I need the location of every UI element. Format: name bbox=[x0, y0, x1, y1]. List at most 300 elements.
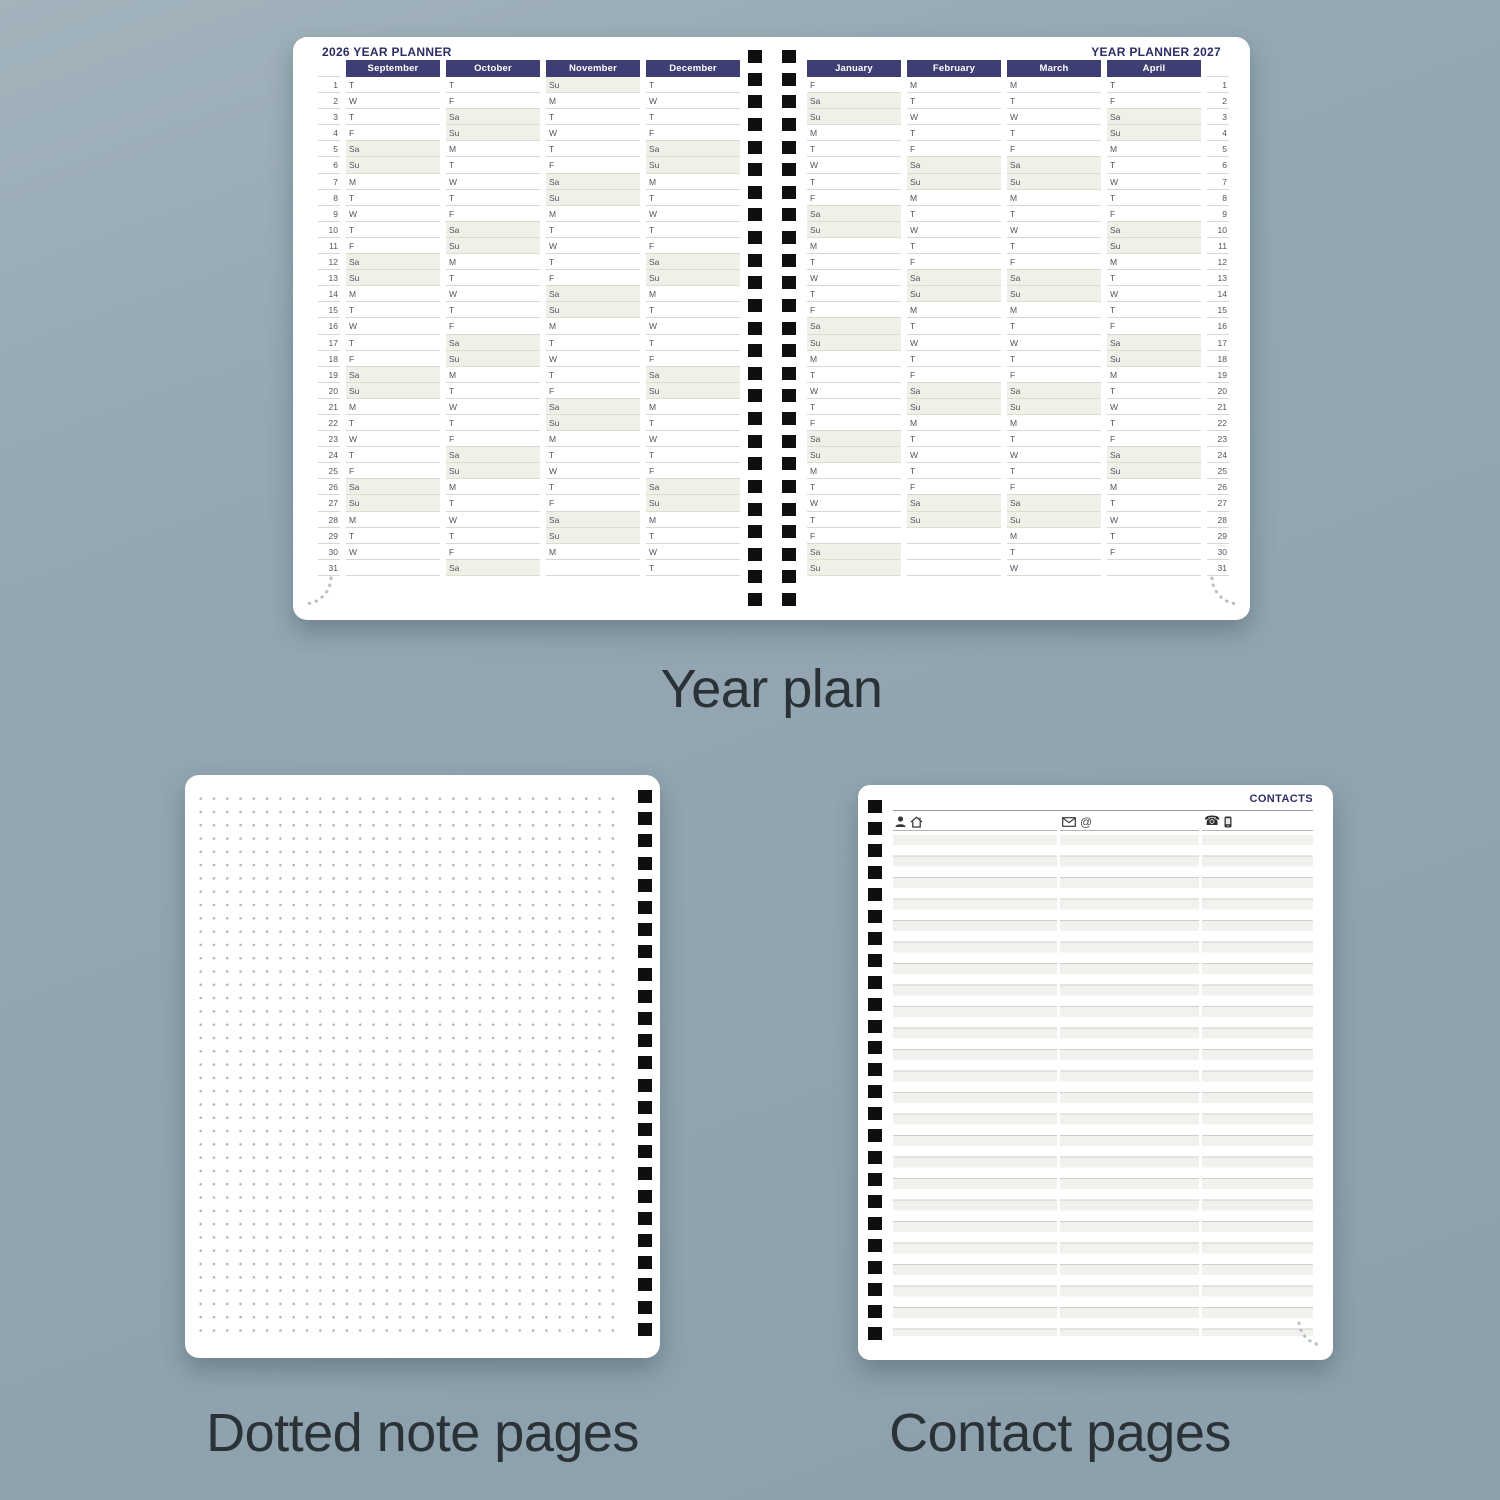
spiral-square bbox=[748, 50, 762, 63]
spiral-binding-column bbox=[868, 800, 882, 1340]
day-cell: T bbox=[1007, 544, 1101, 560]
day-cell: T bbox=[546, 141, 640, 157]
spiral-square bbox=[748, 322, 762, 335]
spiral-square bbox=[868, 954, 882, 967]
day-cell: Sa bbox=[646, 367, 740, 383]
day-cell: Su bbox=[446, 463, 540, 479]
day-cell: F bbox=[1007, 479, 1101, 495]
spiral-square bbox=[748, 525, 762, 538]
day-cell: Su bbox=[1107, 351, 1201, 367]
day-cell: T bbox=[1007, 318, 1101, 334]
day-cell: W bbox=[546, 351, 640, 367]
day-cell: Su bbox=[1107, 238, 1201, 254]
spiral-square bbox=[868, 1261, 882, 1274]
day-cell bbox=[907, 560, 1001, 576]
day-cell: F bbox=[546, 495, 640, 511]
day-cell: Sa bbox=[646, 479, 740, 495]
day-cell: F bbox=[446, 431, 540, 447]
day-cell: M bbox=[1007, 302, 1101, 318]
day-number: 6 bbox=[318, 157, 340, 173]
spiral-square bbox=[868, 888, 882, 901]
day-cell: W bbox=[1107, 286, 1201, 302]
day-cell: Su bbox=[346, 270, 440, 286]
spiral-square bbox=[782, 322, 796, 335]
contacts-email-column bbox=[1060, 835, 1199, 1336]
day-cell: M bbox=[1107, 254, 1201, 270]
day-cell: M bbox=[1107, 141, 1201, 157]
spiral-square bbox=[748, 548, 762, 561]
day-cell: T bbox=[907, 351, 1001, 367]
spiral-square bbox=[748, 435, 762, 448]
day-cell: Sa bbox=[346, 479, 440, 495]
day-cell: Su bbox=[907, 286, 1001, 302]
name-address-column-header bbox=[893, 813, 1057, 831]
contacts-name-column bbox=[893, 835, 1057, 1336]
spiral-square bbox=[748, 480, 762, 493]
spiral-square bbox=[638, 1034, 652, 1047]
day-cell: T bbox=[446, 415, 540, 431]
day-cell: W bbox=[807, 383, 901, 399]
day-cell: Su bbox=[1007, 286, 1101, 302]
day-cell: M bbox=[807, 351, 901, 367]
day-cell bbox=[907, 544, 1001, 560]
day-cell: F bbox=[807, 302, 901, 318]
spiral-square bbox=[782, 163, 796, 176]
day-cell: Su bbox=[807, 560, 901, 576]
day-number: 5 bbox=[318, 141, 340, 157]
day-cell: M bbox=[807, 238, 901, 254]
day-cell: M bbox=[546, 318, 640, 334]
day-number: 27 bbox=[318, 495, 340, 511]
spiral-square bbox=[868, 910, 882, 923]
envelope-icon bbox=[1062, 817, 1076, 827]
day-number: 21 bbox=[318, 399, 340, 415]
day-cell: F bbox=[807, 77, 901, 93]
spiral-square bbox=[748, 95, 762, 108]
day-number: 26 bbox=[318, 479, 340, 495]
day-cell: T bbox=[807, 479, 901, 495]
day-cell: Sa bbox=[446, 447, 540, 463]
spiral-square bbox=[638, 1145, 652, 1158]
day-cell: T bbox=[646, 77, 740, 93]
day-number: 31 bbox=[318, 560, 340, 576]
day-cell: T bbox=[907, 125, 1001, 141]
spiral-square bbox=[638, 1123, 652, 1136]
spiral-square bbox=[782, 503, 796, 516]
day-number: 4 bbox=[318, 125, 340, 141]
day-cell: Sa bbox=[646, 141, 740, 157]
day-number-header-spacer bbox=[318, 60, 340, 77]
spiral-square bbox=[782, 186, 796, 199]
day-cell: Sa bbox=[646, 254, 740, 270]
spiral-square bbox=[782, 50, 796, 63]
page-curl-arc bbox=[1288, 1315, 1328, 1355]
day-cell: T bbox=[1107, 77, 1201, 93]
day-cell: Sa bbox=[346, 141, 440, 157]
day-cell: M bbox=[1007, 528, 1101, 544]
spiral-square bbox=[782, 570, 796, 583]
day-cell: Su bbox=[546, 77, 640, 93]
spiral-square bbox=[868, 1327, 882, 1340]
spiral-square bbox=[748, 570, 762, 583]
dotted-note-page bbox=[185, 775, 660, 1358]
spiral-square bbox=[868, 998, 882, 1011]
day-cell: T bbox=[807, 399, 901, 415]
spiral-square bbox=[868, 1151, 882, 1164]
day-cell: Sa bbox=[907, 270, 1001, 286]
day-cell: M bbox=[446, 254, 540, 270]
day-cell: F bbox=[646, 463, 740, 479]
phone-icon: ☎ bbox=[1204, 814, 1221, 829]
day-cell: W bbox=[807, 157, 901, 173]
day-cell: T bbox=[907, 431, 1001, 447]
day-cell: Sa bbox=[907, 495, 1001, 511]
day-cell bbox=[1107, 560, 1201, 576]
phone-column-header bbox=[1202, 813, 1313, 831]
spiral-square bbox=[868, 800, 882, 813]
day-cell: F bbox=[807, 415, 901, 431]
spiral-square bbox=[748, 344, 762, 357]
spiral-square bbox=[868, 1085, 882, 1098]
day-cell: T bbox=[807, 174, 901, 190]
day-number: 12 bbox=[318, 254, 340, 270]
spiral-square bbox=[638, 990, 652, 1003]
day-cell: Su bbox=[546, 190, 640, 206]
day-cell: F bbox=[1107, 206, 1201, 222]
day-number: 11 bbox=[318, 238, 340, 254]
day-cell: Sa bbox=[907, 157, 1001, 173]
day-cell: T bbox=[1107, 302, 1201, 318]
day-number: 21 bbox=[1207, 399, 1229, 415]
day-cell: F bbox=[1007, 141, 1101, 157]
day-number: 13 bbox=[318, 270, 340, 286]
day-cell: W bbox=[1007, 560, 1101, 576]
day-cell: T bbox=[546, 447, 640, 463]
day-cell: W bbox=[807, 495, 901, 511]
spiral-square bbox=[782, 254, 796, 267]
day-cell: M bbox=[546, 544, 640, 560]
day-cell: Su bbox=[907, 512, 1001, 528]
day-cell: Su bbox=[807, 447, 901, 463]
day-cell: M bbox=[646, 174, 740, 190]
day-cell: T bbox=[446, 495, 540, 511]
spiral-square bbox=[868, 1107, 882, 1120]
spiral-square bbox=[868, 1020, 882, 1033]
day-number: 1 bbox=[318, 77, 340, 93]
day-cell: M bbox=[907, 77, 1001, 93]
spiral-square bbox=[748, 141, 762, 154]
contacts-page bbox=[858, 785, 1333, 1360]
day-cell: T bbox=[1107, 415, 1201, 431]
year-table-2026 bbox=[318, 60, 740, 576]
day-cell: Sa bbox=[1107, 447, 1201, 463]
spiral-square bbox=[782, 435, 796, 448]
day-cell: T bbox=[546, 335, 640, 351]
day-number: 8 bbox=[1207, 190, 1229, 206]
spiral-square bbox=[782, 73, 796, 86]
day-cell: T bbox=[1007, 125, 1101, 141]
day-cell: Sa bbox=[546, 286, 640, 302]
day-cell: M bbox=[646, 399, 740, 415]
day-cell: Sa bbox=[446, 222, 540, 238]
spiral-square bbox=[868, 1041, 882, 1054]
day-cell: M bbox=[446, 141, 540, 157]
day-cell: T bbox=[346, 222, 440, 238]
day-number: 19 bbox=[1207, 367, 1229, 383]
day-cell: F bbox=[546, 383, 640, 399]
day-cell: T bbox=[546, 254, 640, 270]
day-cell: W bbox=[646, 544, 740, 560]
day-cell: F bbox=[907, 254, 1001, 270]
day-number: 7 bbox=[1207, 174, 1229, 190]
day-cell: T bbox=[1107, 383, 1201, 399]
day-cell: F bbox=[446, 93, 540, 109]
day-cell: W bbox=[546, 125, 640, 141]
mobile-icon bbox=[1224, 816, 1232, 828]
day-cell bbox=[907, 528, 1001, 544]
dot-grid bbox=[194, 792, 616, 1336]
day-cell: F bbox=[646, 238, 740, 254]
day-number: 20 bbox=[1207, 383, 1229, 399]
day-cell: Sa bbox=[807, 206, 901, 222]
spiral-square bbox=[782, 548, 796, 561]
day-cell: T bbox=[346, 528, 440, 544]
day-cell: Sa bbox=[1107, 222, 1201, 238]
spiral-square bbox=[868, 932, 882, 945]
spiral-square bbox=[748, 254, 762, 267]
day-cell: T bbox=[1107, 495, 1201, 511]
day-number: 8 bbox=[318, 190, 340, 206]
day-cell: F bbox=[646, 351, 740, 367]
day-cell: T bbox=[446, 270, 540, 286]
spiral-binding-left-column bbox=[748, 50, 762, 606]
month-column bbox=[646, 60, 740, 576]
caption-dotted-note-pages: Dotted note pages bbox=[206, 1403, 639, 1463]
day-cell: F bbox=[1007, 367, 1101, 383]
day-cell: T bbox=[807, 141, 901, 157]
day-cell: Sa bbox=[807, 93, 901, 109]
day-cell: W bbox=[646, 431, 740, 447]
spiral-square bbox=[638, 834, 652, 847]
spiral-square bbox=[782, 525, 796, 538]
day-cell: Sa bbox=[346, 367, 440, 383]
day-cell: Sa bbox=[1007, 495, 1101, 511]
day-cell: T bbox=[646, 560, 740, 576]
day-cell: T bbox=[346, 302, 440, 318]
spiral-square bbox=[782, 276, 796, 289]
day-cell: Su bbox=[546, 302, 640, 318]
spiral-square bbox=[782, 457, 796, 470]
spiral-square bbox=[638, 1234, 652, 1247]
day-number: 2 bbox=[1207, 93, 1229, 109]
spiral-square bbox=[868, 1195, 882, 1208]
day-cell: T bbox=[346, 335, 440, 351]
day-cell: F bbox=[1107, 318, 1201, 334]
day-number: 28 bbox=[318, 512, 340, 528]
day-cell: W bbox=[346, 431, 440, 447]
day-cell: F bbox=[346, 238, 440, 254]
month-header: April bbox=[1107, 60, 1201, 77]
day-cell: W bbox=[446, 399, 540, 415]
day-cell: T bbox=[346, 77, 440, 93]
spiral-square bbox=[868, 1129, 882, 1142]
day-cell: W bbox=[446, 286, 540, 302]
spiral-square bbox=[638, 1079, 652, 1092]
day-number: 25 bbox=[318, 463, 340, 479]
left-page-title: 2026 YEAR PLANNER bbox=[322, 45, 452, 59]
contacts-phone-column bbox=[1202, 835, 1313, 1336]
spiral-square bbox=[782, 480, 796, 493]
day-number: 18 bbox=[318, 351, 340, 367]
spiral-square bbox=[748, 503, 762, 516]
spiral-square bbox=[748, 118, 762, 131]
spiral-square bbox=[868, 844, 882, 857]
spiral-square bbox=[868, 822, 882, 835]
spiral-square bbox=[782, 344, 796, 357]
at-symbol: @ bbox=[1080, 814, 1093, 829]
contacts-content bbox=[893, 793, 1313, 1336]
day-cell: T bbox=[646, 222, 740, 238]
spiral-square bbox=[782, 231, 796, 244]
day-cell: M bbox=[346, 286, 440, 302]
day-cell: Su bbox=[1007, 174, 1101, 190]
day-cell: T bbox=[446, 77, 540, 93]
day-cell: T bbox=[546, 479, 640, 495]
day-cell: F bbox=[346, 351, 440, 367]
day-cell: Sa bbox=[546, 512, 640, 528]
day-number: 27 bbox=[1207, 495, 1229, 511]
day-cell: M bbox=[446, 367, 540, 383]
month-column bbox=[1107, 60, 1201, 576]
contacts-title: CONTACTS bbox=[1249, 793, 1313, 805]
planner-left-page bbox=[293, 37, 748, 620]
day-cell: T bbox=[546, 109, 640, 125]
day-number: 15 bbox=[318, 302, 340, 318]
spiral-square bbox=[638, 1190, 652, 1203]
day-cell: T bbox=[1007, 463, 1101, 479]
day-cell: F bbox=[1007, 254, 1101, 270]
day-cell: M bbox=[1007, 77, 1101, 93]
month-column bbox=[807, 60, 901, 576]
day-cell: M bbox=[907, 190, 1001, 206]
day-cell: T bbox=[1107, 190, 1201, 206]
month-column bbox=[546, 60, 640, 576]
day-cell: M bbox=[646, 286, 740, 302]
day-cell: Su bbox=[907, 399, 1001, 415]
day-number: 26 bbox=[1207, 479, 1229, 495]
day-cell: T bbox=[646, 109, 740, 125]
day-number: 22 bbox=[318, 415, 340, 431]
day-number: 5 bbox=[1207, 141, 1229, 157]
day-cell: M bbox=[346, 174, 440, 190]
day-cell: T bbox=[446, 383, 540, 399]
day-cell: W bbox=[346, 318, 440, 334]
contacts-rows bbox=[893, 835, 1313, 1336]
day-cell: T bbox=[807, 367, 901, 383]
spiral-square bbox=[782, 118, 796, 131]
day-cell: M bbox=[546, 93, 640, 109]
day-cell: W bbox=[346, 93, 440, 109]
spiral-square bbox=[638, 1256, 652, 1269]
day-cell: M bbox=[1107, 367, 1201, 383]
day-cell: Su bbox=[446, 351, 540, 367]
day-cell: W bbox=[1107, 399, 1201, 415]
day-cell: F bbox=[446, 318, 540, 334]
month-column bbox=[1007, 60, 1101, 576]
day-number: 9 bbox=[318, 206, 340, 222]
day-cell: T bbox=[646, 302, 740, 318]
day-cell: W bbox=[907, 447, 1001, 463]
day-cell: W bbox=[546, 463, 640, 479]
spiral-square bbox=[782, 208, 796, 221]
spiral-square bbox=[638, 1101, 652, 1114]
day-cell: Su bbox=[446, 125, 540, 141]
day-cell: T bbox=[646, 415, 740, 431]
spiral-square bbox=[782, 141, 796, 154]
spiral-binding-right-column bbox=[782, 50, 796, 606]
day-cell: F bbox=[907, 479, 1001, 495]
day-cell: M bbox=[1007, 415, 1101, 431]
day-cell: T bbox=[907, 93, 1001, 109]
day-cell: Sa bbox=[1107, 109, 1201, 125]
day-cell: M bbox=[1007, 190, 1101, 206]
planner-right-page bbox=[796, 37, 1250, 620]
day-number: 9 bbox=[1207, 206, 1229, 222]
day-cell: T bbox=[546, 367, 640, 383]
day-cell bbox=[546, 560, 640, 576]
spiral-square bbox=[638, 857, 652, 870]
spiral-square bbox=[748, 389, 762, 402]
day-cell: T bbox=[646, 190, 740, 206]
month-header: January bbox=[807, 60, 901, 77]
day-number: 7 bbox=[318, 174, 340, 190]
day-cell: Su bbox=[546, 415, 640, 431]
day-number: 3 bbox=[1207, 109, 1229, 125]
year-table-2027 bbox=[807, 60, 1229, 576]
spiral-square bbox=[748, 593, 762, 606]
day-cell: F bbox=[907, 367, 1001, 383]
day-number: 19 bbox=[318, 367, 340, 383]
spiral-square bbox=[748, 276, 762, 289]
spiral-square bbox=[868, 1063, 882, 1076]
day-cell: W bbox=[907, 109, 1001, 125]
spiral-square bbox=[782, 593, 796, 606]
day-cell: W bbox=[446, 512, 540, 528]
spiral-square bbox=[638, 790, 652, 803]
spiral-square bbox=[638, 1301, 652, 1314]
day-cell: T bbox=[807, 286, 901, 302]
day-number: 12 bbox=[1207, 254, 1229, 270]
day-cell: Sa bbox=[807, 544, 901, 560]
day-number: 13 bbox=[1207, 270, 1229, 286]
spiral-square bbox=[868, 976, 882, 989]
day-cell: T bbox=[1007, 238, 1101, 254]
day-cell: Su bbox=[646, 270, 740, 286]
month-column bbox=[446, 60, 540, 576]
spiral-square bbox=[782, 367, 796, 380]
day-number: 30 bbox=[318, 544, 340, 560]
day-cell: T bbox=[446, 190, 540, 206]
spiral-square bbox=[748, 367, 762, 380]
day-cell: W bbox=[807, 270, 901, 286]
day-cell: Sa bbox=[446, 109, 540, 125]
day-cell: T bbox=[346, 190, 440, 206]
day-cell: W bbox=[346, 206, 440, 222]
spiral-square bbox=[782, 389, 796, 402]
day-cell: T bbox=[807, 254, 901, 270]
month-header: March bbox=[1007, 60, 1101, 77]
day-cell: T bbox=[446, 157, 540, 173]
